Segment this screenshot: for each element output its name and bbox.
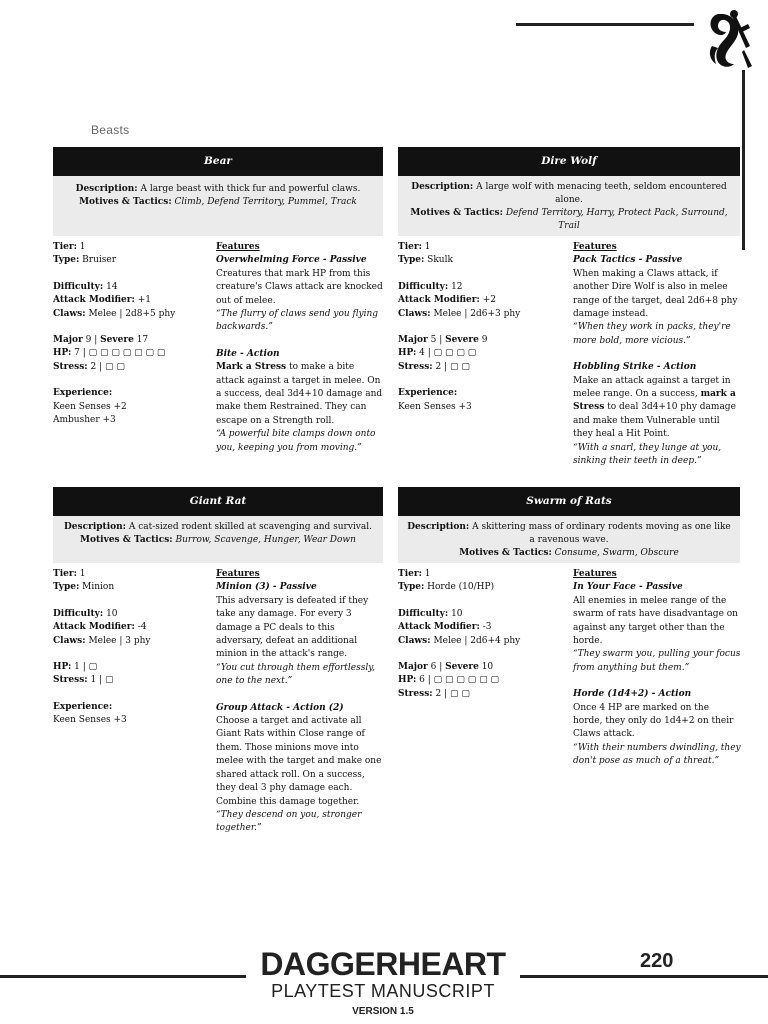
- experience-label: Experience:: [53, 701, 113, 712]
- tier-row: Tier: 1: [53, 242, 86, 252]
- top-rule: [516, 23, 694, 26]
- attack-modifier-row: Attack Modifier: -4: [53, 622, 147, 633]
- feature-name: Bite - Action: [216, 348, 280, 359]
- type-row: Type: Minion: [53, 582, 115, 593]
- footer-rule-left: [0, 975, 246, 978]
- card-title: Dire Wolf: [398, 147, 740, 176]
- hp-row: HP: 4 | ▢ ▢ ▢ ▢: [398, 348, 477, 359]
- motives-text: Defend Territory, Harry, Protect Pack, Surround, Trail: [505, 208, 728, 231]
- stats-column: [398, 241, 553, 414]
- motives-text: Consume, Swarm, Obscure: [554, 548, 679, 558]
- stats-column: [53, 568, 208, 728]
- feature-name: Pack Tactics - Passive: [573, 255, 683, 266]
- stat-block-dire-wolf: [398, 147, 740, 467]
- feature-flavor: “They swarm you, pulling your focus from anything but them.”: [573, 649, 741, 673]
- type-row: Type: Horde (10/HP): [398, 582, 495, 593]
- feature-name: Hobbling Strike - Action: [573, 362, 697, 373]
- card-title: Swarm of Rats: [398, 487, 740, 516]
- feature-flavor: “The flurry of claws send you flying backwards.”: [216, 309, 379, 333]
- side-rule: [742, 70, 745, 250]
- stats-column: [398, 568, 553, 701]
- feature-text: Once 4 HP are marked on the horde, they only do 1d4+2 on their Claws attack.: [573, 702, 734, 740]
- description-label: Description:: [411, 182, 474, 192]
- feature-name: Minion (3) - Passive: [216, 582, 317, 593]
- difficulty-row: Difficulty: 12: [398, 281, 463, 292]
- features-heading: Features: [573, 569, 617, 579]
- features-heading: Features: [216, 569, 260, 579]
- brand-version: VERSION 1.5: [352, 1006, 414, 1017]
- feature-name: Overwhelming Force - Passive: [216, 255, 367, 266]
- tier-row: Tier: 1: [53, 569, 86, 579]
- description-text: A large beast with thick fur and powerful claws.: [140, 184, 361, 194]
- section-label: Beasts: [91, 123, 130, 137]
- description-text: A skittering mass of ordinary rodents moving as one like a ravenous wave.: [472, 522, 731, 545]
- feature-text: This adversary is defeated if they take any damage. For every 3 damage a PC deals to this adversary, defeat an additional minion in the attack's range.: [216, 595, 369, 660]
- stat-block-swarm-of-rats: [398, 487, 741, 767]
- attack-modifier-row: Attack Modifier: +1: [53, 295, 151, 306]
- motives-label: Motives & Tactics:: [459, 548, 552, 558]
- stress-row: Stress: 2 | ▢ ▢: [53, 361, 125, 372]
- stat-block-bear: [53, 147, 383, 453]
- features-column: [573, 241, 741, 469]
- feature-flavor: “They descend on you, stronger together.”: [216, 809, 362, 834]
- daggerheart-logo-icon: [704, 6, 756, 72]
- features-column: [573, 568, 741, 769]
- tier-row: Tier: 1: [398, 569, 431, 579]
- feature-flavor: “When they work in packs, they're more bold, more vicious.”: [573, 322, 731, 346]
- attack-modifier-row: Attack Modifier: +2: [398, 295, 496, 306]
- experience-label: Experience:: [398, 388, 458, 399]
- feature-flavor: “You cut through them effortlessly, one to the next.”: [216, 662, 375, 687]
- card-title: Bear: [53, 147, 383, 176]
- hp-row: HP: 7 | ▢ ▢ ▢ ▢ ▢ ▢ ▢: [53, 348, 166, 359]
- stat-block-giant-rat: [53, 487, 383, 834]
- feature-name: Horde (1d4+2) - Action: [573, 689, 692, 700]
- experience-label: Experience:: [53, 388, 113, 399]
- difficulty-row: Difficulty: 10: [53, 608, 118, 619]
- description-label: Description:: [407, 522, 470, 532]
- stats-column: [53, 241, 208, 427]
- feature-text: Mark a Stress to make a bite attack against a target in melee. On a success, deal 3d4+10 damage and make them Restrained. They can escape on a Strength roll.: [216, 362, 383, 426]
- feature-name: In Your Face - Passive: [573, 582, 683, 593]
- hp-row: HP: 1 | ▢: [53, 662, 98, 673]
- stress-row: Stress: 2 | ▢ ▢: [398, 688, 470, 699]
- weapon-row: Claws: Melee | 2d6+4 phy: [398, 635, 521, 646]
- experience-item: Keen Senses +3: [53, 715, 127, 726]
- hp-row: HP: 6 | ▢ ▢ ▢ ▢ ▢ ▢: [398, 675, 499, 686]
- page-number: 220: [640, 950, 674, 972]
- feature-flavor: “A powerful bite clamps down onto you, keeping you from moving.”: [216, 429, 376, 453]
- feature-name: Group Attack - Action (2): [216, 702, 344, 713]
- description-label: Description:: [64, 522, 126, 532]
- stress-row: Stress: 1 | ▢: [53, 675, 114, 686]
- attack-modifier-row: Attack Modifier: -3: [398, 622, 492, 633]
- difficulty-row: Difficulty: 10: [398, 608, 463, 619]
- weapon-row: Claws: Melee | 2d6+3 phy: [398, 308, 521, 319]
- description-text: A cat-sized rodent skilled at scavenging and survival.: [128, 522, 372, 532]
- weapon-row: Claws: Melee | 2d8+5 phy: [53, 308, 176, 319]
- footer-brand: [246, 946, 520, 1020]
- motives-text: Climb, Defend Territory, Pummel, Track: [174, 197, 357, 207]
- stress-row: Stress: 2 | ▢ ▢: [398, 361, 470, 372]
- features-column: [216, 241, 384, 455]
- feature-text: Make an attack against a target in melee range. On a success, mark a Stress to deal 3d4+10 phy damage and make them Vulnerable until they heal a Hit Point.: [573, 375, 736, 440]
- motives-label: Motives & Tactics:: [410, 208, 503, 218]
- feature-text: Creatures that mark HP from this creature's Claws attack are knocked out of melee.: [216, 268, 383, 306]
- features-heading: Features: [573, 242, 617, 252]
- card-title: Giant Rat: [53, 487, 383, 516]
- feature-text: When making a Claws attack, if another Dire Wolf is also in melee range of the target, deal 2d6+8 phy damage instead.: [573, 268, 738, 320]
- description-label: Description:: [75, 184, 138, 194]
- card-description: [398, 176, 740, 236]
- type-row: Type: Bruiser: [53, 255, 116, 266]
- card-description: [398, 516, 740, 563]
- features-heading: Features: [216, 242, 260, 252]
- feature-text: All enemies in melee range of the swarm of rats have disadvantage on against any target other than the horde.: [573, 595, 738, 647]
- thresholds-row: Major 5 | Severe 9: [398, 335, 488, 346]
- brand-subtitle: PLAYTEST MANUSCRIPT: [271, 981, 495, 1001]
- tier-row: Tier: 1: [398, 242, 431, 252]
- thresholds-row: Major 9 | Severe 17: [53, 335, 149, 346]
- footer-rule-right: [520, 975, 768, 978]
- feature-text: Choose a target and activate all Giant Rats within Close range of them. Those minions move into melee with the target and make one shared attack roll. On a success, they deal 3 phy damage each. Combine this damage together.: [216, 716, 382, 807]
- brand-title: DAGGERHEART: [260, 946, 506, 982]
- thresholds-row: Major 6 | Severe 10: [398, 662, 494, 673]
- card-description: [53, 176, 383, 236]
- feature-flavor: “With their numbers dwindling, they don't pose as much of a threat.”: [573, 742, 741, 767]
- experience-item: Ambusher +3: [53, 415, 116, 426]
- motives-text: Burrow, Scavenge, Hunger, Wear Down: [175, 535, 356, 545]
- description-text: A large wolf with menacing teeth, seldom encountered alone.: [476, 182, 727, 205]
- weapon-row: Claws: Melee | 3 phy: [53, 635, 151, 646]
- features-column: [216, 568, 384, 836]
- type-row: Type: Skulk: [398, 255, 453, 266]
- experience-item: Keen Senses +2: [53, 401, 127, 412]
- feature-flavor: “With a snarl, they lunge at you, sinking their teeth in deep.”: [573, 442, 722, 467]
- motives-label: Motives & Tactics:: [80, 535, 173, 545]
- difficulty-row: Difficulty: 14: [53, 281, 118, 292]
- experience-item: Keen Senses +3: [398, 401, 472, 412]
- motives-label: Motives & Tactics:: [79, 197, 172, 207]
- card-description: [53, 516, 383, 563]
